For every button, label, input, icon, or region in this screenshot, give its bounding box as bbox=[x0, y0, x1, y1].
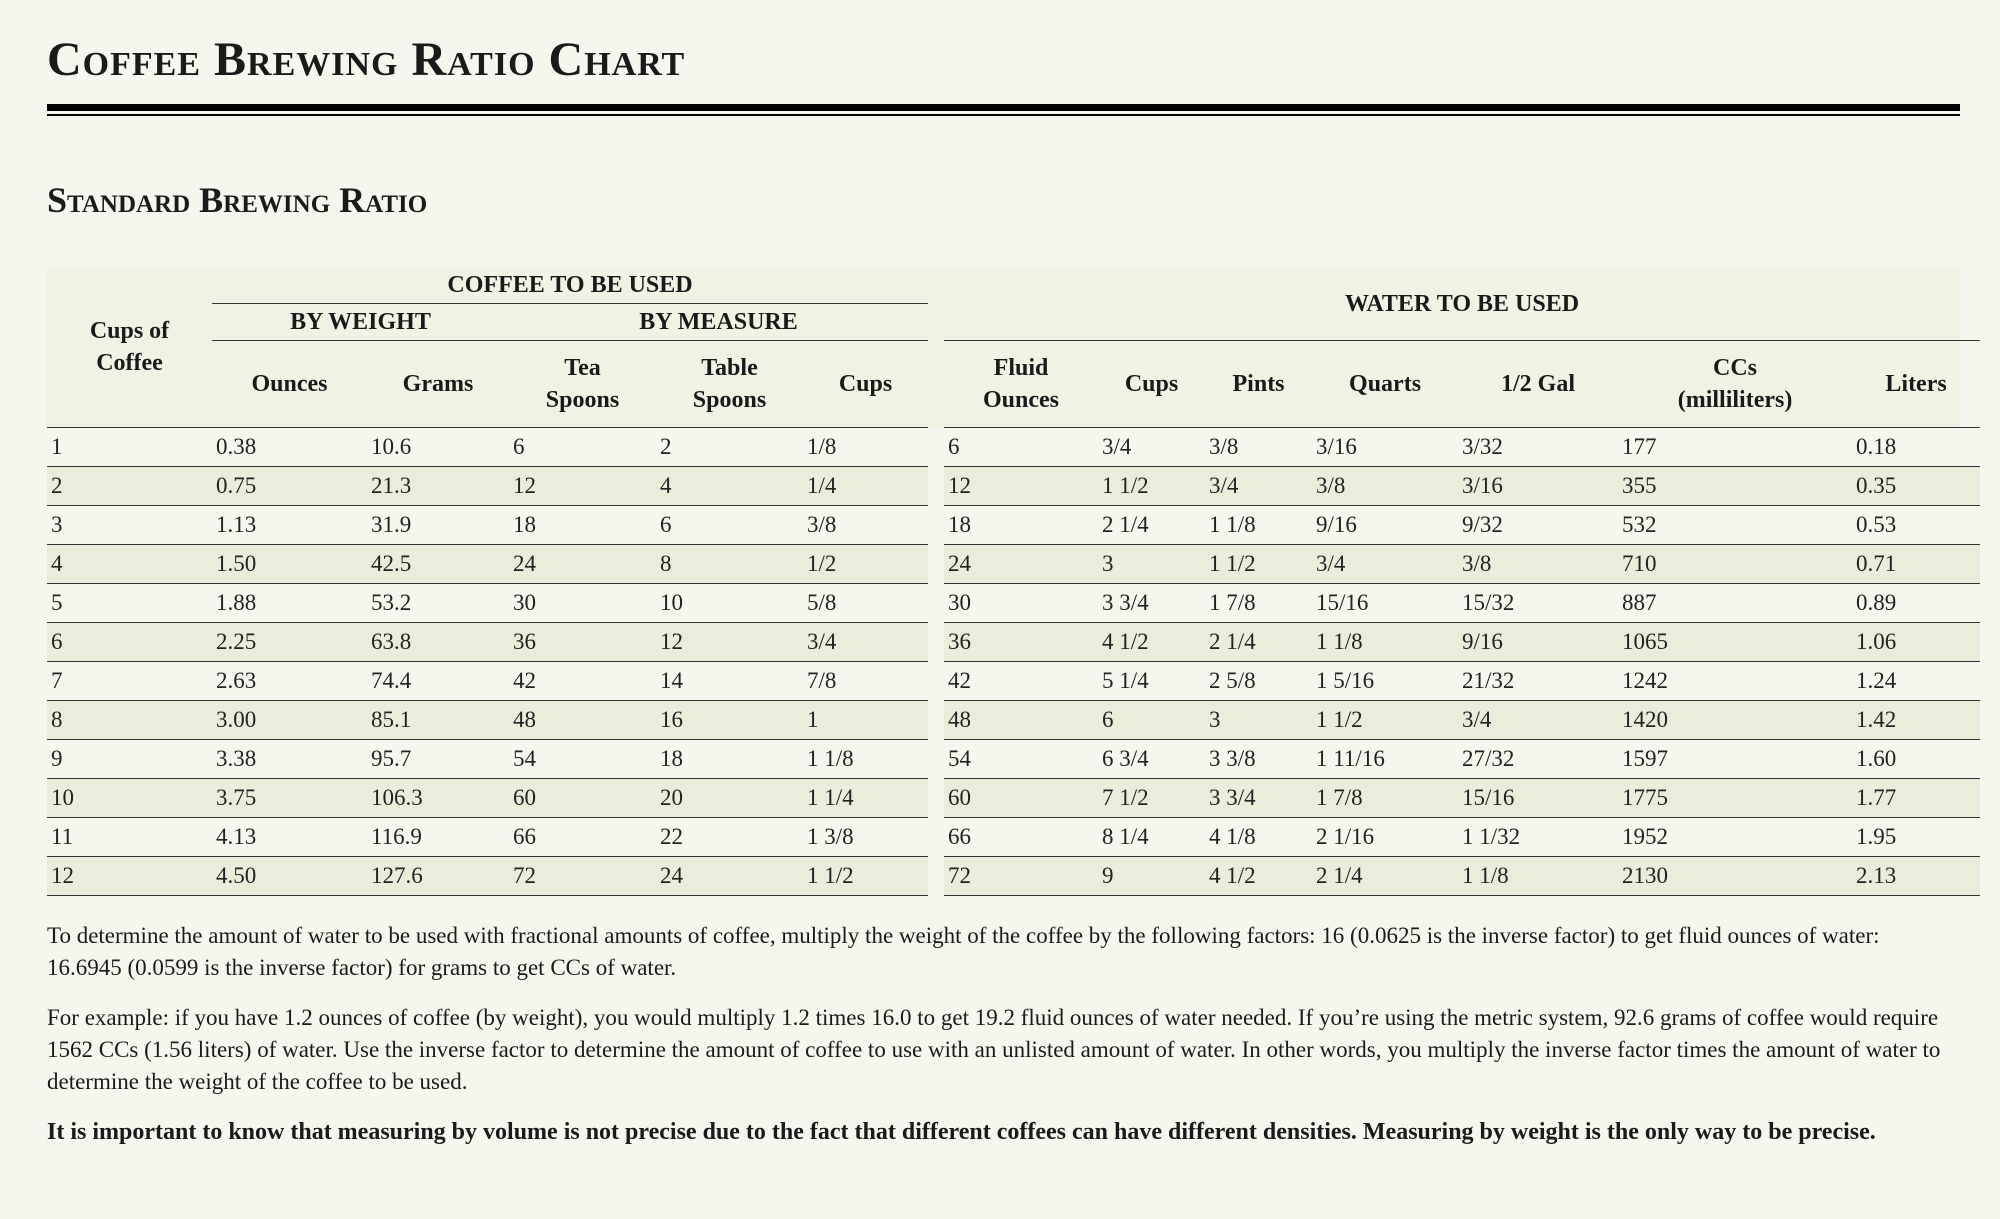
table-cell: 10 bbox=[656, 584, 803, 623]
table-cell: 1 1/32 bbox=[1458, 818, 1618, 857]
table-cell: 1 7/8 bbox=[1205, 584, 1312, 623]
note-paragraph-1: To determine the amount of water to be used with fractional amounts of coffee, multiply the weight of the coffee by the following factors: 16 (0.0625 is the inverse factor) to get fluid ounces of water: 16.6945 (0.0599 is the inverse factor) for grams to get CCs of water. bbox=[47, 923, 1880, 980]
table-cell: 15/16 bbox=[1458, 779, 1618, 818]
table-cell: 3 3/4 bbox=[1205, 779, 1312, 818]
table-cell: 22 bbox=[656, 818, 803, 857]
table-cell: 8 1/4 bbox=[1098, 818, 1205, 857]
table-cell: 6 bbox=[1098, 701, 1205, 740]
table-cell: 1.50 bbox=[212, 545, 367, 584]
table-cell: 12 bbox=[47, 857, 212, 896]
table-cell: 1 1/2 bbox=[1312, 701, 1458, 740]
table-cell: 3 3/8 bbox=[1205, 740, 1312, 779]
table-cell: 2.13 bbox=[1852, 857, 1980, 896]
table-cell: 16 bbox=[656, 701, 803, 740]
table-cell: 18 bbox=[656, 740, 803, 779]
table-row bbox=[47, 701, 1980, 740]
table-cell: 66 bbox=[944, 818, 1098, 857]
table-cell: 72 bbox=[944, 857, 1098, 896]
section-title: Standard Brewing Ratio bbox=[47, 180, 428, 220]
table-cell: 53.2 bbox=[367, 584, 509, 623]
table-cell: 9/16 bbox=[1458, 623, 1618, 662]
table-cell: 24 bbox=[509, 545, 656, 584]
table-cell: 0.75 bbox=[212, 467, 367, 506]
table-cell: 3 3/4 bbox=[1098, 584, 1205, 623]
table-cell: 10.6 bbox=[367, 428, 509, 467]
table-cell: 0.71 bbox=[1852, 545, 1980, 584]
table-cell: 7 bbox=[47, 662, 212, 701]
document bbox=[47, 30, 1960, 1166]
table-cell: 3.75 bbox=[212, 779, 367, 818]
table-row bbox=[47, 467, 1980, 506]
table-cell: 1 1/8 bbox=[1312, 623, 1458, 662]
table-cell: 2 1/4 bbox=[1098, 506, 1205, 545]
table-cell: 24 bbox=[944, 545, 1098, 584]
table-cell: 11 bbox=[47, 818, 212, 857]
table-cell: 1065 bbox=[1618, 623, 1852, 662]
table-cell: 4.50 bbox=[212, 857, 367, 896]
table-body bbox=[47, 428, 1980, 896]
table-cell: 1 5/16 bbox=[1312, 662, 1458, 701]
table-cell: 3 bbox=[1205, 701, 1312, 740]
table-cell: 1/2 bbox=[803, 545, 928, 584]
table-cell: 127.6 bbox=[367, 857, 509, 896]
table-row bbox=[47, 662, 1980, 701]
table-cell: 4 1/2 bbox=[1098, 623, 1205, 662]
table-cell: 30 bbox=[944, 584, 1098, 623]
header-by-measure: BY MEASURE bbox=[509, 304, 928, 341]
table-cell: 72 bbox=[509, 857, 656, 896]
table-cell: 9 bbox=[47, 740, 212, 779]
column-separator bbox=[928, 267, 944, 428]
col-coffee-cups: Cups bbox=[803, 341, 928, 428]
table-cell: 2 bbox=[656, 428, 803, 467]
header-by-weight: BY WEIGHT bbox=[212, 304, 509, 341]
table-cell: 3 bbox=[47, 506, 212, 545]
table-cell: 3/8 bbox=[803, 506, 928, 545]
table-cell: 1 1/2 bbox=[1205, 545, 1312, 584]
title-rule bbox=[47, 104, 1960, 111]
table-cell: 2130 bbox=[1618, 857, 1852, 896]
table-cell: 21.3 bbox=[367, 467, 509, 506]
column-separator bbox=[928, 467, 944, 506]
table-cell: 1 3/8 bbox=[803, 818, 928, 857]
table-cell: 42 bbox=[944, 662, 1098, 701]
table-cell: 9/16 bbox=[1312, 506, 1458, 545]
table-row bbox=[47, 818, 1980, 857]
table-cell: 3/4 bbox=[1205, 467, 1312, 506]
table-cell: 1.13 bbox=[212, 506, 367, 545]
table-cell: 1.95 bbox=[1852, 818, 1980, 857]
title-rule-thin bbox=[47, 114, 1960, 116]
table-cell: 3/8 bbox=[1312, 467, 1458, 506]
table-cell: 8 bbox=[656, 545, 803, 584]
column-separator bbox=[928, 740, 944, 779]
table-cell: 15/32 bbox=[1458, 584, 1618, 623]
table-cell: 1.77 bbox=[1852, 779, 1980, 818]
table-cell: 1952 bbox=[1618, 818, 1852, 857]
table-cell: 54 bbox=[509, 740, 656, 779]
table-row bbox=[47, 428, 1980, 467]
header-cups-of-coffee: Cups of Coffee bbox=[47, 267, 212, 428]
table-cell: 9 bbox=[1098, 857, 1205, 896]
table-cell: 1/8 bbox=[803, 428, 928, 467]
table-cell: 36 bbox=[509, 623, 656, 662]
header-coffee-to-be-used: COFFEE TO BE USED bbox=[212, 267, 928, 304]
table-cell: 10 bbox=[47, 779, 212, 818]
table-cell: 8 bbox=[47, 701, 212, 740]
table-cell: 6 bbox=[47, 623, 212, 662]
table-row bbox=[47, 740, 1980, 779]
table-cell: 2 1/4 bbox=[1312, 857, 1458, 896]
table-cell: 3/4 bbox=[803, 623, 928, 662]
table-cell: 3 bbox=[1098, 545, 1205, 584]
col-tea-spoons: Tea Spoons bbox=[509, 341, 656, 428]
table-cell: 27/32 bbox=[1458, 740, 1618, 779]
column-separator bbox=[928, 506, 944, 545]
col-pints: Pints bbox=[1205, 341, 1312, 428]
table-cell: 1 1/4 bbox=[803, 779, 928, 818]
table-cell: 6 3/4 bbox=[1098, 740, 1205, 779]
table-cell: 48 bbox=[944, 701, 1098, 740]
table-cell: 1.88 bbox=[212, 584, 367, 623]
table-cell: 1775 bbox=[1618, 779, 1852, 818]
table-cell: 12 bbox=[656, 623, 803, 662]
table-cell: 20 bbox=[656, 779, 803, 818]
table-cell: 1 11/16 bbox=[1312, 740, 1458, 779]
table-cell: 54 bbox=[944, 740, 1098, 779]
table-cell: 18 bbox=[944, 506, 1098, 545]
table-cell: 42 bbox=[509, 662, 656, 701]
col-quarts: Quarts bbox=[1312, 341, 1458, 428]
table-cell: 3/16 bbox=[1458, 467, 1618, 506]
table-cell: 5 1/4 bbox=[1098, 662, 1205, 701]
table-cell: 1242 bbox=[1618, 662, 1852, 701]
table-row bbox=[47, 623, 1980, 662]
table-cell: 24 bbox=[656, 857, 803, 896]
table-cell: 1 bbox=[47, 428, 212, 467]
table-cell: 1 1/8 bbox=[1458, 857, 1618, 896]
table-cell: 3/8 bbox=[1205, 428, 1312, 467]
table-cell: 4 bbox=[47, 545, 212, 584]
col-fluid-ounces: Fluid Ounces bbox=[944, 341, 1098, 428]
table-cell: 106.3 bbox=[367, 779, 509, 818]
table-cell: 1.06 bbox=[1852, 623, 1980, 662]
col-ounces: Ounces bbox=[212, 341, 367, 428]
column-separator bbox=[928, 428, 944, 467]
table-cell: 3/8 bbox=[1458, 545, 1618, 584]
table-cell: 1.60 bbox=[1852, 740, 1980, 779]
column-separator bbox=[928, 701, 944, 740]
table-cell: 9/32 bbox=[1458, 506, 1618, 545]
table-row bbox=[47, 506, 1980, 545]
col-water-cups: Cups bbox=[1098, 341, 1205, 428]
notes bbox=[47, 920, 1960, 1148]
table-cell: 66 bbox=[509, 818, 656, 857]
column-separator bbox=[928, 584, 944, 623]
table-cell: 12 bbox=[944, 467, 1098, 506]
column-separator bbox=[928, 857, 944, 896]
table-cell: 18 bbox=[509, 506, 656, 545]
table-row bbox=[47, 779, 1980, 818]
table-cell: 4 bbox=[656, 467, 803, 506]
table-cell: 1420 bbox=[1618, 701, 1852, 740]
column-separator bbox=[928, 662, 944, 701]
table-cell: 4.13 bbox=[212, 818, 367, 857]
table-cell: 31.9 bbox=[367, 506, 509, 545]
col-ccs: CCs (milliliters) bbox=[1618, 341, 1852, 428]
table-cell: 12 bbox=[509, 467, 656, 506]
table-cell: 0.89 bbox=[1852, 584, 1980, 623]
table-cell: 7/8 bbox=[803, 662, 928, 701]
table-row bbox=[47, 584, 1980, 623]
table-cell: 1.24 bbox=[1852, 662, 1980, 701]
table-cell: 7 1/2 bbox=[1098, 779, 1205, 818]
table-cell: 21/32 bbox=[1458, 662, 1618, 701]
note-paragraph-2: For example: if you have 1.2 ounces of coffee (by weight), you would multiply 1.2 times 16.0 to get 19.2 fluid ounces of water needed. If you’re using the metric system, 92.6 grams of coffee would require 1562 CCs (1.56 liters) of water. Use the inverse factor to determine the amount of coffee to use with an unlisted amount of water. In other words, you multiply the inverse factor times the amount of water to determine the weight of the coffee to be used. bbox=[47, 1005, 1941, 1094]
table-cell: 15/16 bbox=[1312, 584, 1458, 623]
table-cell: 177 bbox=[1618, 428, 1852, 467]
table-cell: 14 bbox=[656, 662, 803, 701]
table-cell: 5/8 bbox=[803, 584, 928, 623]
table-cell: 3/32 bbox=[1458, 428, 1618, 467]
table-row bbox=[47, 857, 1980, 896]
table-cell: 3/4 bbox=[1098, 428, 1205, 467]
table-cell: 1.42 bbox=[1852, 701, 1980, 740]
table-cell: 4 1/2 bbox=[1205, 857, 1312, 896]
table-cell: 1/4 bbox=[803, 467, 928, 506]
brewing-ratio-table bbox=[47, 267, 1980, 896]
table-cell: 2.63 bbox=[212, 662, 367, 701]
column-separator bbox=[928, 779, 944, 818]
header-water-to-be-used: WATER TO BE USED bbox=[944, 267, 1980, 341]
table-cell: 6 bbox=[509, 428, 656, 467]
table-cell: 60 bbox=[509, 779, 656, 818]
brewing-ratio-table-wrap bbox=[47, 267, 1960, 896]
column-separator bbox=[928, 818, 944, 857]
table-cell: 0.35 bbox=[1852, 467, 1980, 506]
table-cell: 1 1/2 bbox=[1098, 467, 1205, 506]
table-cell: 74.4 bbox=[367, 662, 509, 701]
col-grams: Grams bbox=[367, 341, 509, 428]
table-cell: 2.25 bbox=[212, 623, 367, 662]
table-cell: 2 1/16 bbox=[1312, 818, 1458, 857]
table-cell: 95.7 bbox=[367, 740, 509, 779]
table-cell: 42.5 bbox=[367, 545, 509, 584]
col-table-spoons: Table Spoons bbox=[656, 341, 803, 428]
table-cell: 0.38 bbox=[212, 428, 367, 467]
table-cell: 1 bbox=[803, 701, 928, 740]
table-cell: 60 bbox=[944, 779, 1098, 818]
table-cell: 48 bbox=[509, 701, 656, 740]
table-cell: 85.1 bbox=[367, 701, 509, 740]
table-cell: 887 bbox=[1618, 584, 1852, 623]
note-paragraph-3: It is important to know that measuring by volume is not precise due to the fact that different coffees can have different densities. Measuring by weight is the only way to be precise. bbox=[47, 1119, 1876, 1145]
table-cell: 1 1/2 bbox=[803, 857, 928, 896]
table-cell: 1 1/8 bbox=[803, 740, 928, 779]
col-half-gal: 1/2 Gal bbox=[1458, 341, 1618, 428]
table-cell: 2 bbox=[47, 467, 212, 506]
table-cell: 6 bbox=[944, 428, 1098, 467]
table-cell: 3.38 bbox=[212, 740, 367, 779]
table-cell: 6 bbox=[656, 506, 803, 545]
table-cell: 1 1/8 bbox=[1205, 506, 1312, 545]
table-cell: 0.53 bbox=[1852, 506, 1980, 545]
table-cell: 36 bbox=[944, 623, 1098, 662]
table-cell: 30 bbox=[509, 584, 656, 623]
table-cell: 5 bbox=[47, 584, 212, 623]
table-cell: 2 1/4 bbox=[1205, 623, 1312, 662]
table-cell: 3/4 bbox=[1312, 545, 1458, 584]
table-row bbox=[47, 545, 1980, 584]
table-cell: 3.00 bbox=[212, 701, 367, 740]
table-cell: 4 1/8 bbox=[1205, 818, 1312, 857]
table-cell: 3/4 bbox=[1458, 701, 1618, 740]
table-cell: 2 5/8 bbox=[1205, 662, 1312, 701]
page-title: Coffee Brewing Ratio Chart bbox=[47, 33, 686, 86]
column-separator bbox=[928, 545, 944, 584]
column-separator bbox=[928, 623, 944, 662]
col-liters: Liters bbox=[1852, 341, 1980, 428]
table-cell: 0.18 bbox=[1852, 428, 1980, 467]
table-cell: 532 bbox=[1618, 506, 1852, 545]
table-cell: 1 7/8 bbox=[1312, 779, 1458, 818]
table-cell: 1597 bbox=[1618, 740, 1852, 779]
table-cell: 710 bbox=[1618, 545, 1852, 584]
table-cell: 63.8 bbox=[367, 623, 509, 662]
table-cell: 3/16 bbox=[1312, 428, 1458, 467]
table-cell: 355 bbox=[1618, 467, 1852, 506]
table-cell: 116.9 bbox=[367, 818, 509, 857]
